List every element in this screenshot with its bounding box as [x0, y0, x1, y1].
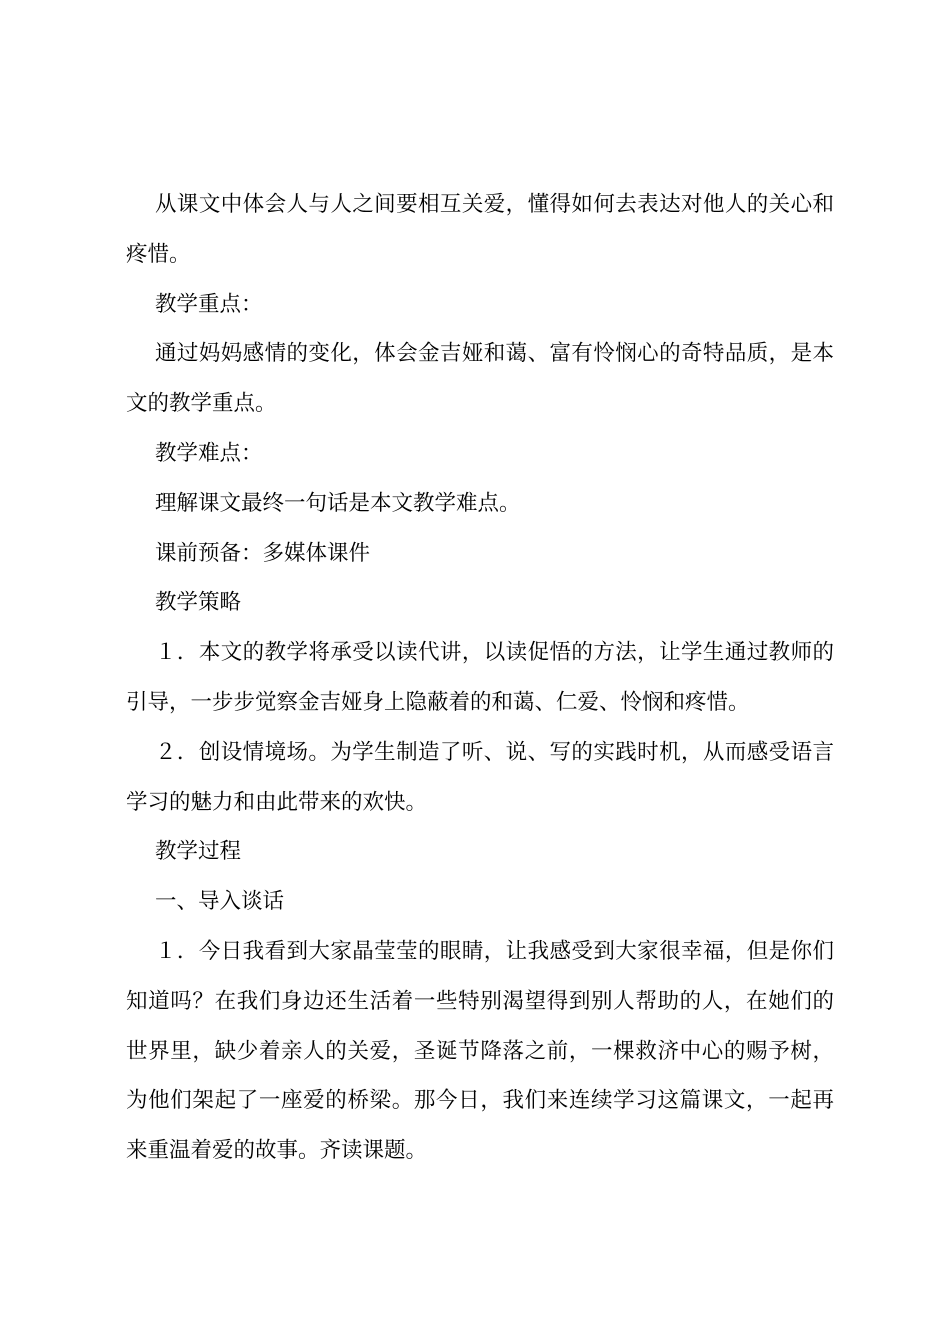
paragraph-strategy-2: ２．创设情境场。为学生制造了听、说、写的实践时机，从而感受语言学习的魅力和由此带来的欢快。	[126, 739, 834, 815]
paragraph-strategy-1: １．本文的教学将承受以读代讲，以读促悟的方法，让学生通过教师的引导，一步步觉察金吉娅身上隐蔽着的和蔼、仁爱、怜悯和疼惜。	[126, 640, 834, 715]
paragraph-objective: 从课文中体会人与人之间要相互关爱，懂得如何去表达对他人的关心和疼惜。	[126, 192, 834, 267]
heading-key-points: 教学重点：	[155, 291, 263, 317]
paragraph-difficulties: 理解课文最终一句话是本文教学难点。	[155, 490, 521, 516]
paragraph-preparation: 课前预备：多媒体课件	[155, 540, 371, 566]
paragraph-key-points: 通过妈妈感情的变化，体会金吉娅和蔼、富有怜悯心的奇特品质，是本文的教学重点。	[126, 341, 834, 417]
heading-difficulties: 教学难点：	[155, 440, 263, 466]
paragraph-intro-1: １．今日我看到大家晶莹莹的眼睛，让我感受到大家很幸福，但是你们知道吗？在我们身边还生活着一些特别渴望得到别人帮助的人，在她们的世界里，缺少着亲人的关爱，圣诞节降落之前，一棵救济中心的赐予树，为他们架起了一座爱的桥梁。那今日，我们来连续学习这篇课文，一起再来重温着爱的故事。齐读课题。	[126, 938, 834, 1164]
heading-intro-talk: 一、导入谈话	[155, 889, 285, 915]
heading-strategy: 教学策略	[155, 590, 242, 616]
document-body	[126, 180, 834, 1176]
heading-process: 教学过程	[155, 839, 242, 865]
